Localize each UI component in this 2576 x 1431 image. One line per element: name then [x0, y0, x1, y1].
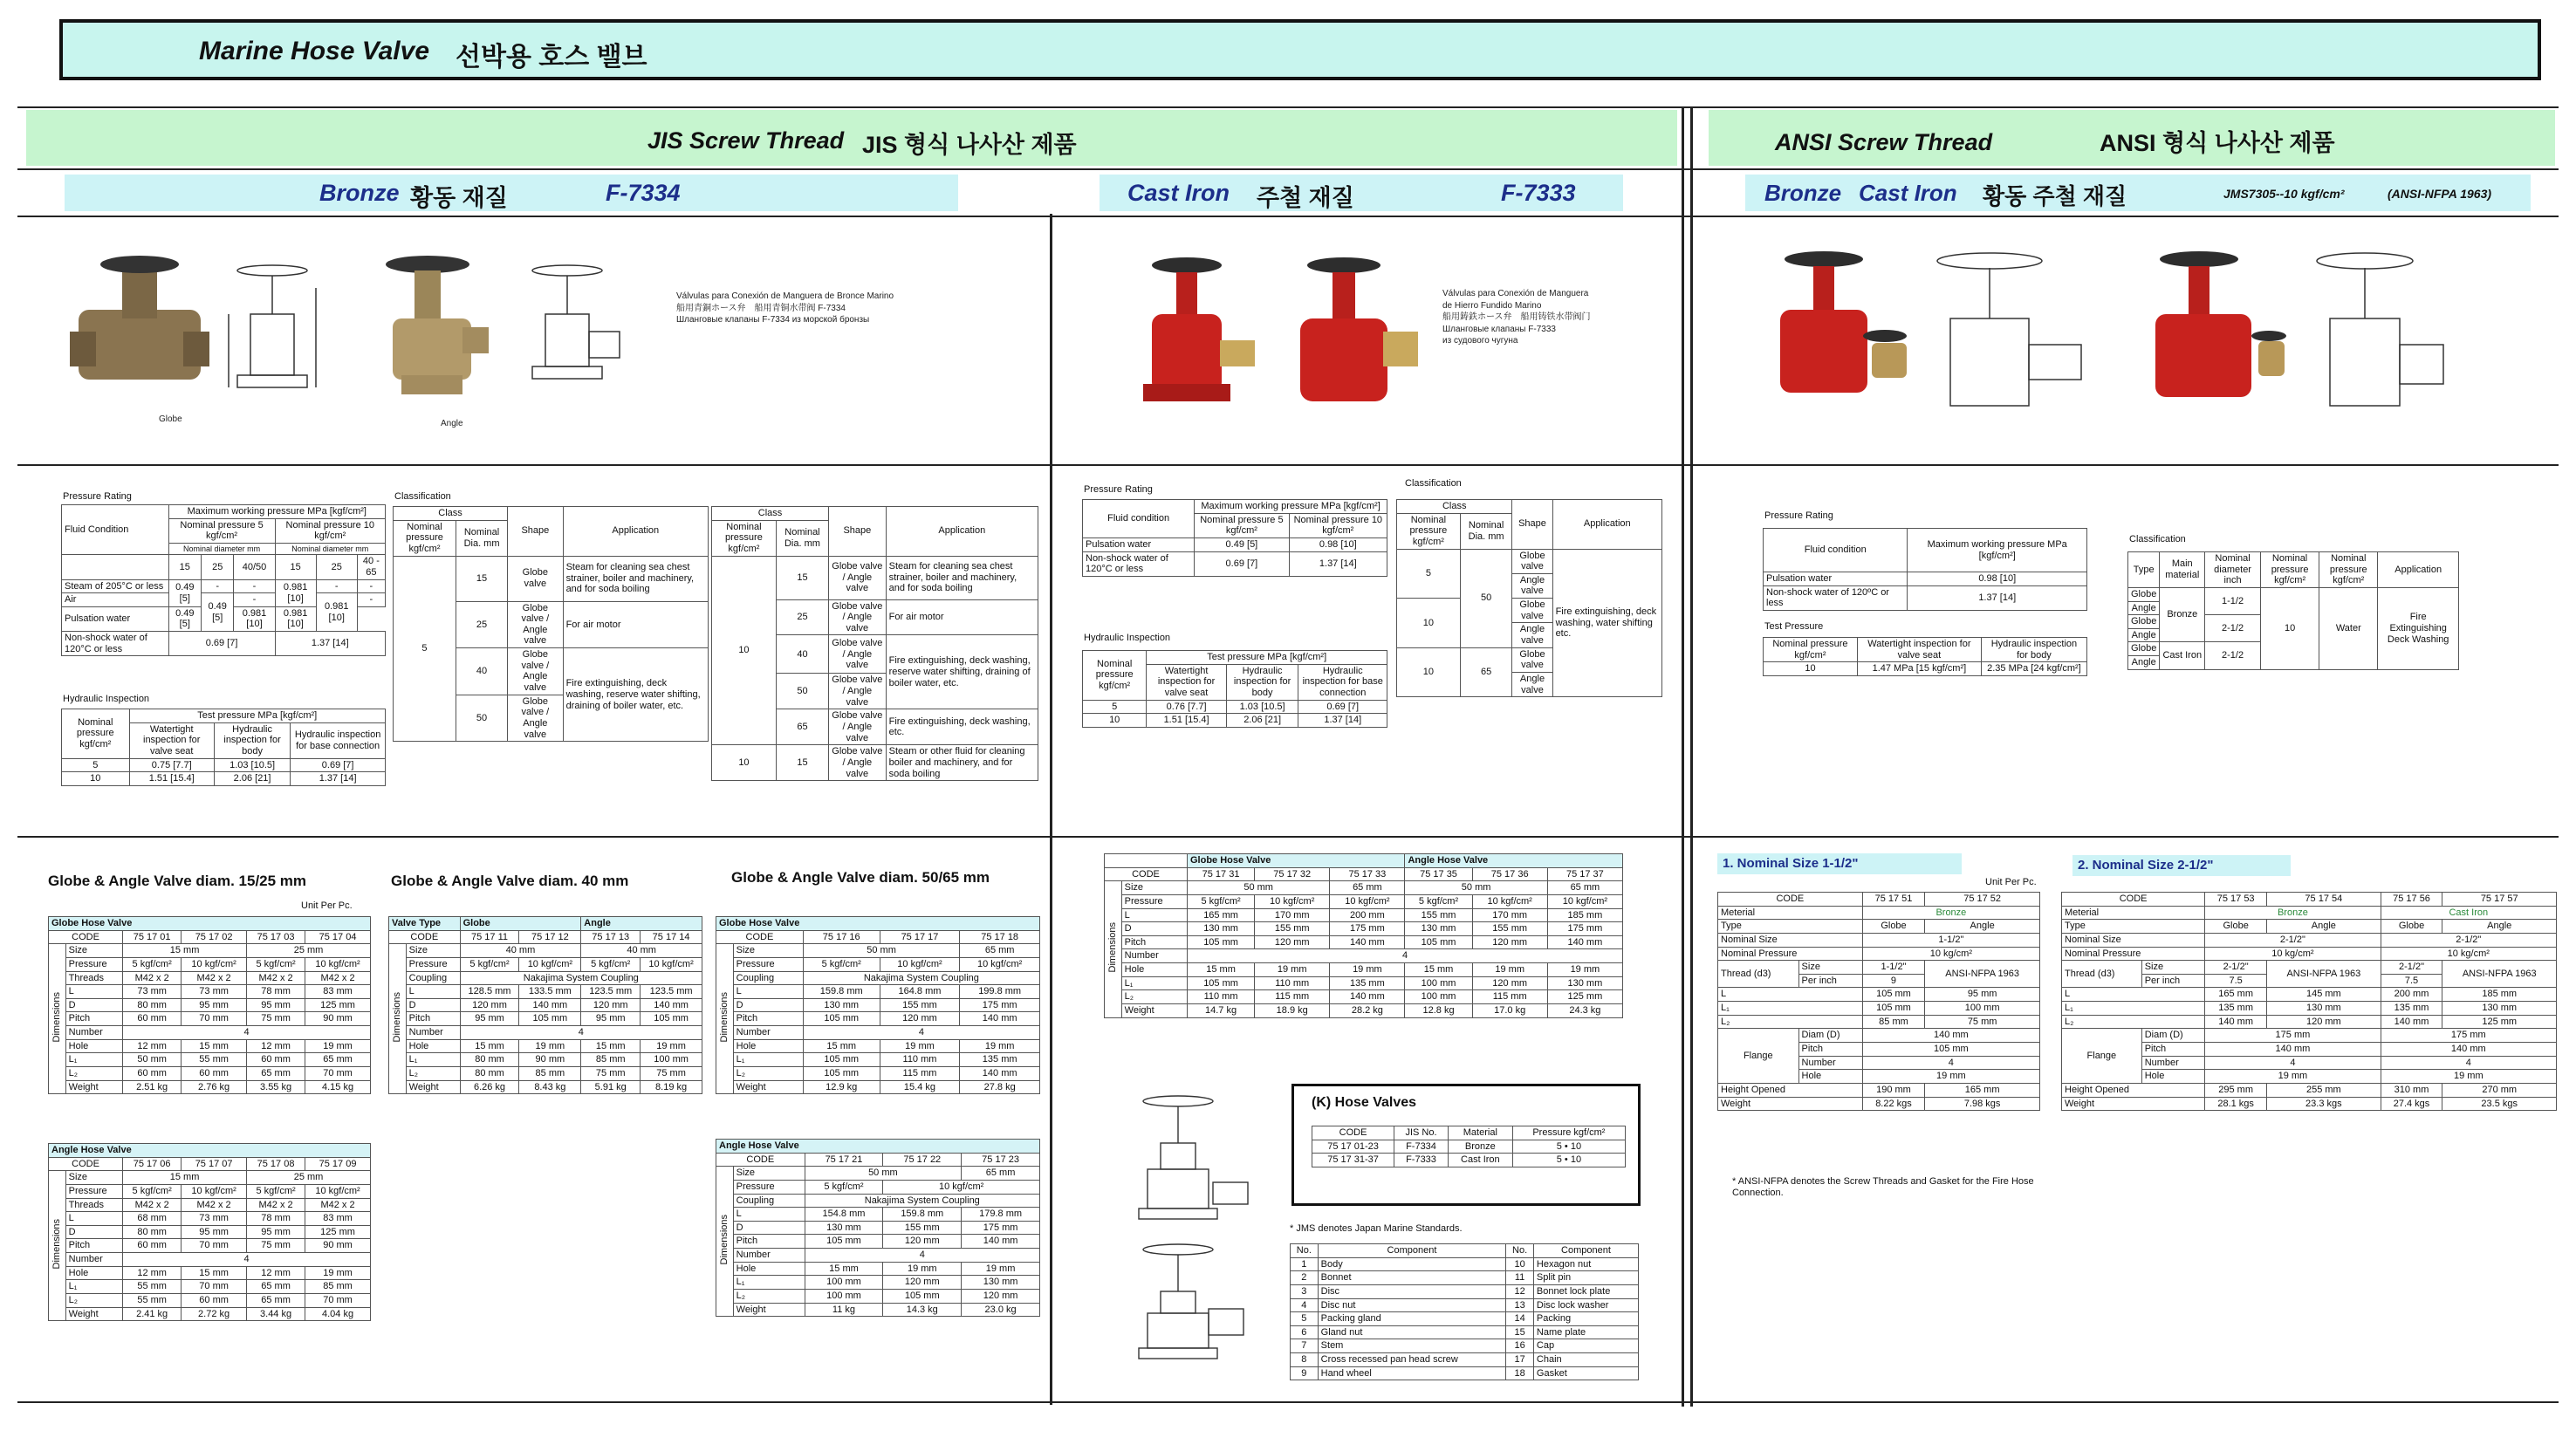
jms-note: * JMS denotes Japan Marine Standards.	[1290, 1223, 1463, 1234]
dims5065-title: Globe & Angle Valve diam. 50/65 mm	[731, 869, 990, 886]
dims-angle-1525-table: Angle Hose Valve CODE 75 17 06 75 17 07 75 17 08 75 17 09 Dimensions Size 15 mm 25 mm Pressure 5 kgf/cm² 10 kgf/cm² 5 kgf/cm² 10 kgf/cm² Threads M42 x 2 M42 x 2 M42 x 2 M42 x 2 L 68 mm 73 mm 78 mm 83 mm D 80 mm 95 mm 95 mm 125 mm Pitch 60 mm 70 mm 75 mm 90 mm Number 4 Hole 12 mm 15 mm 12 mm 19 mm L₁ 55 mm 70 mm 65 mm 85 mm L₂ 55 mm 60 mm 65 mm 70 mm Weight 2.41 kg 2.72 kg 3.44 kg 4.04 kg	[48, 1143, 371, 1321]
ansi-pressure-table: Fluid condition Maximum working pressure MPa [kgf/cm²] Pulsation water 0.98 [10] Non-shock water of 120ºC or less 1.37 [14]	[1763, 528, 2087, 611]
bronze-angle-photo	[367, 249, 497, 406]
hose-valves-table: CODE JIS No. Material Pressure kgf/cm² 75 17 01-23 F-7334 Bronze 5 • 10 75 17 31-37 F-7333 Cast Iron 5 • 10	[1312, 1126, 1626, 1167]
ansi-nfpa: (ANSI-NFPA 1963)	[2388, 187, 2492, 201]
dims40-title: Globe & Angle Valve diam. 40 mm	[391, 873, 629, 889]
bronze-globe-drawing	[220, 262, 325, 410]
ansi-header-en: ANSI Screw Thread	[1775, 129, 1993, 155]
dims1525-title: Globe & Angle Valve diam. 15/25 mm	[48, 873, 307, 889]
jis-header-en: JIS Screw Thread	[647, 127, 845, 154]
castiron-ko: 주철 재질	[1257, 185, 1354, 211]
ci-desc-5: из судового чугуна	[1442, 336, 1518, 346]
ci-desc-4: Шланговые клапаны F-7333	[1442, 324, 1556, 334]
ansi-ko: 황동 주철 재질	[1983, 183, 2127, 209]
ci-class-table: Class Shape Application Nominal pressure kgf/cm² Nominal Dia. mm 5 50 Globe valve Fire extinguishing, deck washing, water shifting etc. Angle valve 10 Globe valve Angle valve 10 65 Globe valve Angle valve	[1396, 499, 1662, 697]
ci-hydraulic-table: Nominal pressure kgf/cm² Test pressure MPa [kgf/cm²] Watertight inspection for valve seat Hydraulic inspection for body Hydraulic inspection for base connection 5 0.76 [7.7] 1.03 [10.5] 0.69 [7] 10 1.51 [15.4] 2.06 [21] 1.37 [14]	[1082, 650, 1387, 728]
title-en: Marine Hose Valve	[199, 37, 430, 65]
ansi1-title: 1. Nominal Size 1-1/2"	[1723, 856, 1859, 871]
ansi-header-ko: ANSI 형식 나사산 제품	[2100, 130, 2335, 156]
ansi1-title-bar	[1717, 853, 1962, 874]
castiron-valves-photo	[1134, 253, 1431, 419]
ci-desc-2: de Hierro Fundido Marino	[1442, 300, 1542, 311]
castiron-code: F-7333	[1501, 180, 1576, 206]
br-pressure-title: Pressure Rating	[63, 491, 132, 502]
ci-pressure-title: Pressure Rating	[1084, 484, 1153, 495]
br-hydraulic-table: Nominal pressure kgf/cm² Test pressure MPa [kgf/cm²] Watertight inspection for valve seat Hydraulic inspection for body Hydraulic inspection for base connection 5 0.75 [7.7] 1.03 [10.5] 0.69 [7] 10 1.51 [15.4] 2.06 [21] 1.37 [14]	[61, 709, 386, 786]
valve-exploded-drawing	[1100, 1091, 1287, 1379]
ansi-subheader	[1745, 175, 2531, 211]
bronze-code: F-7334	[606, 180, 681, 206]
ci-pressure-table: Fluid condition Maximum working pressure MPa [kgf/cm²] Nominal pressure 5 kgf/cm² Nominal pressure 10 kgf/cm² Pulsation water 0.49 [5] 0.98 [10] Non-shock water of 120°C or less 0.69 [7] 1.37 [14]	[1082, 499, 1387, 577]
ansi2-title-bar	[2072, 855, 2291, 876]
ansi1-table: CODE 75 17 51 75 17 52 Meterial Bronze Type Globe Angle Nominal Size 1-1/2" Nominal Pressure 10 kg/cm² Thread (d3) Size 1-1/2" ANSI-NFPA 1963 Per inch 9 L 105 mm 95 mm L₁ 105 mm 100 mm L₂ 85 mm 75 mm Flange Diam (D) 140 mm Pitch 105 mm Number 4 Hole 19 mm Height Opened 190 mm 165 mm Weight 8.22 kgs 7.98 kgs	[1717, 892, 2040, 1111]
jis-header-ko: JIS 형식 나사산 제품	[862, 132, 1077, 158]
components-table: No. Component No. Component 1 Body 10 Hexagon nut 2 Bonnet 11 Split pin 3 Disc 12 Bonnet lock plate 4 Disc nut 13 Disc lock washer 5 Packing gland 14 Packing 6 Gland nut 15 Name plate 7 Stem 16 Cap 8 Cross recessed pan head screw 17 Chain 9 Hand wheel 18 Gasket	[1290, 1243, 1639, 1380]
br-class5-table: Class Shape Application Nominal pressure kgf/cm² Nominal Dia. mm 5 15 Globe valve Steam for cleaning sea chest strainer, boiler and machinery, and for soda boiling 25 Globe valve / Angle valve For air motor 40 Globe valve / Angle valve Fire extinguishing, deck washing, reserve water shifting, draining of boiler water, etc. 50 Globe valve / Angle valve	[393, 506, 709, 742]
ansi-bronze: Bronze	[1764, 180, 1842, 206]
bronze-ko: 황동 재질	[410, 185, 508, 211]
dims-globe-5065-table: Globe Hose Valve CODE 75 17 16 75 17 17 75 17 18 Dimensions Size 50 mm 65 mm Pressure 5 kgf/cm² 10 kgf/cm² 10 kgf/cm² Coupling Nakajima System Coupling L 159.8 mm 164.8 mm 199.8 mm D 130 mm 155 mm 175 mm Pitch 105 mm 120 mm 140 mm Number 4 Hole 15 mm 19 mm 19 mm L₁ 105 mm 110 mm 135 mm L₂ 105 mm 115 mm 140 mm Weight 12.9 kg 15.4 kg 27.8 kg	[716, 916, 1040, 1094]
ci-hydraulic-title: Hydraulic Inspection	[1084, 633, 1171, 643]
hose-valves-box	[1291, 1084, 1641, 1206]
bronze-en: Bronze	[319, 180, 400, 206]
castiron-en: Cast Iron	[1127, 180, 1230, 206]
ansi-test-table: Nominal pressure kgf/cm² Watertight inspection for valve seat Hydraulic inspection for body 10 1.47 MPa [15 kgf/cm²] 2.35 MPa [24 kgf/cm²]	[1763, 637, 2087, 676]
br-hydraulic-title: Hydraulic Inspection	[63, 694, 150, 704]
br-class10-table: Class Shape Application Nominal pressure kgf/cm² Nominal Dia. mm 10 15 Globe valve / Angle valve Steam for cleaning sea chest strainer, boiler and machinery, and for soda boiling 25 Globe valve / Angle valve For air motor 40 Globe valve / Angle valve Fire extinguishing, deck washing, reserve water shifting, draining of boiler water, etc. 50 Globe valve / Angle valve 65 Globe valve / Angle valve Fire extinguishing, deck washing, etc. 10 15 Globe valve / Angle valve Steam or other fluid for cleaning boiler and machinery, and for soda boiling	[711, 506, 1038, 781]
hose-valves-title: (K) Hose Valves	[1312, 1095, 1417, 1110]
ansi-class-table: Type Main material Nominal diameter inch Nominal pressure kgf/cm² Nominal pressure kgf/cm² Application Globe Bronze 1-1/2 10 Water Fire Extinguishing Deck Washing Angle Globe 2-1/2 Angle Globe Cast Iron 2-1/2 Angle	[2127, 551, 2459, 670]
dims-angle-5065-table: Angle Hose Valve CODE 75 17 21 75 17 22 75 17 23 Dimensions Size 50 mm 65 mm Pressure 5 kgf/cm² 10 kgf/cm² Coupling Nakajima System Coupling L 154.8 mm 159.8 mm 179.8 mm D 130 mm 155 mm 175 mm Pitch 105 mm 120 mm 140 mm Number 4 Hole 15 mm 19 mm 19 mm L₁ 100 mm 120 mm 130 mm L₂ 100 mm 105 mm 120 mm Weight 11 kg 14.3 kg 23.0 kg	[716, 1139, 1040, 1317]
dims-40-table: Valve Type Globe Angle CODE 75 17 11 75 17 12 75 17 13 75 17 14 Dimensions Size 40 mm 40 mm Pressure 5 kgf/cm² 10 kgf/cm² 5 kgf/cm² 10 kgf/cm² Coupling Nakajima System Coupling L 128.5 mm 133.5 mm 123.5 mm 123.5 mm D 120 mm 140 mm 120 mm 140 mm Pitch 95 mm 105 mm 95 mm 105 mm Number 4 Hole 15 mm 19 mm 15 mm 19 mm L₁ 80 mm 90 mm 85 mm 100 mm L₂ 80 mm 85 mm 75 mm 75 mm Weight 6.26 kg 8.43 kg 5.91 kg 8.19 kg	[388, 916, 702, 1094]
br-pressure-table: Fluid Condition Maximum working pressure MPa [kgf/cm²] Nominal pressure 5 kgf/cm² Nominal pressure 10 kgf/cm² Nominal diameter mm Nominal diameter mm 15 25 40/50 15 25 40 - 65 Steam of 205°C or less 0.49 [5] - - 0.981 [10] - - Air 0.49 [5] - 0.981 [10] - Pulsation water 0.49 [5] 0.981 [10] 0.981 [10] Non-shock water of 120°C or less 0.69 [7] 1.37 [14]	[61, 504, 386, 656]
ansi-nfpa-note: * ANSI-NFPA denotes the Screw Threads and Gasket for the Fire Hose Connection.	[1732, 1176, 2034, 1199]
ansi-test-title: Test Pressure	[1764, 621, 1824, 632]
dims-globe-1525-table: Globe Hose Valve CODE 75 17 01 75 17 02 75 17 03 75 17 04 Dimensions Size 15 mm 25 mm Pressure 5 kgf/cm² 10 kgf/cm² 5 kgf/cm² 10 kgf/cm² Threads M42 x 2 M42 x 2 M42 x 2 M42 x 2 L 73 mm 73 mm 78 mm 83 mm D 80 mm 95 mm 95 mm 125 mm Pitch 60 mm 70 mm 75 mm 90 mm Number 4 Hole 12 mm 15 mm 12 mm 19 mm L₁ 50 mm 55 mm 60 mm 65 mm L₂ 60 mm 60 mm 65 mm 70 mm Weight 2.51 kg 2.76 kg 3.55 kg 4.15 kg	[48, 916, 371, 1094]
ansi-valves-photo	[1754, 249, 2539, 423]
ansi-std: JMS7305--10 kgf/cm²	[2223, 187, 2345, 201]
dims1525-unit: Unit Per Pc.	[301, 900, 353, 911]
bronze-angle-drawing	[515, 262, 628, 410]
ansi1-unit: Unit Per Pc.	[1985, 877, 2037, 887]
ansi-header	[1709, 110, 2555, 166]
ansi-class-title: Classification	[2129, 534, 2186, 544]
photo-globe-label: Globe	[159, 414, 182, 424]
bronze-subheader	[65, 175, 958, 211]
bronze-desc-1: Válvulas para Conexión de Manguera de Bronce Marino	[676, 291, 894, 301]
ci-desc-1: Válvulas para Conexión de Manguera	[1442, 289, 1589, 298]
bronze-globe-photo	[61, 249, 218, 406]
bronze-desc-3: Шланговые клапаны F-7334 из морской бронзы	[676, 315, 870, 325]
photo-angle-label: Angle	[441, 419, 463, 428]
title-banner	[59, 19, 2541, 80]
title-ko: 선박용 호스 밸브	[456, 43, 647, 72]
dims-castiron-table: Globe Hose Valve Angle Hose Valve CODE 75 17 31 75 17 32 75 17 33 75 17 35 75 17 36 75 17 37 Dimensions Size 50 mm 65 mm 50 mm 65 mm Pressure 5 kgf/cm² 10 kgf/cm² 10 kgf/cm² 5 kgf/cm² 10 kgf/cm² 10 kgf/cm² L 165 mm 170 mm 200 mm 155 mm 170 mm 185 mm D 130 mm 155 mm 175 mm 130 mm 155 mm 175 mm Pitch 105 mm 120 mm 140 mm 105 mm 120 mm 140 mm Number 4 Hole 15 mm 19 mm 19 mm 15 mm 19 mm 19 mm L₁ 105 mm 110 mm 135 mm 100 mm 120 mm 130 mm L₂ 110 mm 115 mm 140 mm 100 mm 115 mm 125 mm Weight 14.7 kg 18.9 kg 28.2 kg 12.8 kg 17.0 kg 24.3 kg	[1104, 853, 1623, 1018]
jis-header	[26, 110, 1677, 166]
ci-class-title: Classification	[1405, 478, 1462, 489]
ansi-pressure-title: Pressure Rating	[1764, 510, 1833, 521]
br-class-title: Classification	[394, 491, 451, 502]
ci-desc-3: 船用鋳鉄ホース弁 船用铸铁水带阀门	[1442, 312, 1591, 322]
castiron-subheader	[1100, 175, 1623, 211]
ansi2-table: CODE 75 17 53 75 17 54 75 17 56 75 17 57 Meterial Bronze Cast Iron Type Globe Angle Globe Angle Nominal Size 2-1/2" 2-1/2" Nominal Pressure 10 kg/cm² 10 kg/cm² Thread (d3) Size 2-1/2" ANSI-NFPA 1963 2-1/2" ANSI-NFPA 1963 Per inch 7.5 7.5 L 165 mm 145 mm 200 mm 185 mm L₁ 135 mm 130 mm 135 mm 130 mm L₂ 140 mm 120 mm 140 mm 125 mm Flange Diam (D) 175 mm 175 mm Pitch 140 mm 140 mm Number 4 4 Hole 19 mm 19 mm Height Opened 295 mm 255 mm 310 mm 270 mm Weight 28.1 kgs 23.3 kgs 27.4 kgs 23.5 kgs	[2061, 892, 2557, 1111]
bronze-desc-2: 船用青銅ホース弁 船用青铜水带阀 F-7334	[676, 303, 846, 313]
ansi-castiron: Cast Iron	[1859, 180, 1957, 206]
ansi2-title: 2. Nominal Size 2-1/2"	[2078, 858, 2214, 873]
